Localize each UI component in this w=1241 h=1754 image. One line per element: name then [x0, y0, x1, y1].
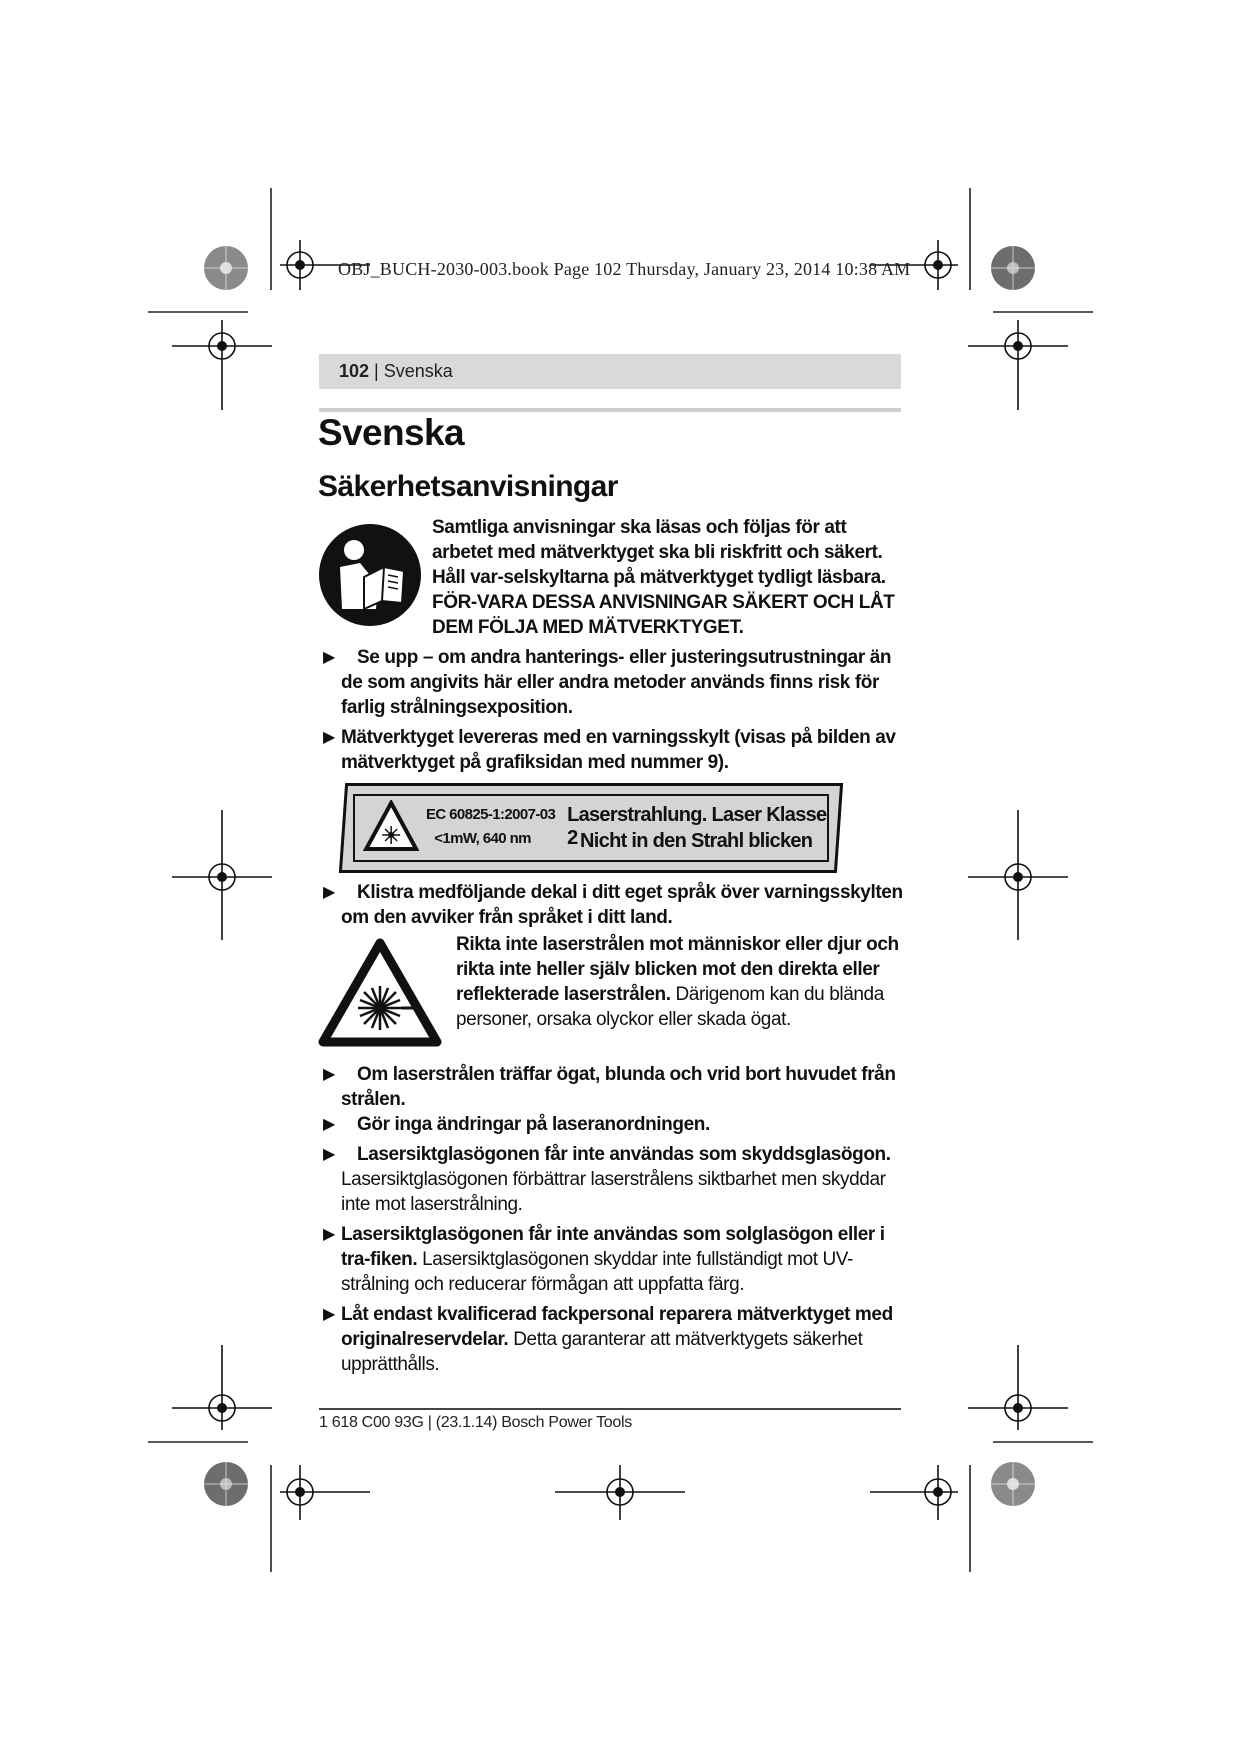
list-item: ▶ Klistra medföljande dekal i ditt eget språk över varningsskylten om den avviker från språket i ditt land. [323, 882, 903, 928]
header-section: Svenska [383, 361, 453, 381]
footer-rule [319, 1408, 901, 1410]
list-item: ▶ Lasersiktglasögonen får inte användas som solglasögon eller i tra-fiken. Lasersiktglasögonen skyddar inte fullständigt mot UV-strålning och reducerar förmågan att uppfatta färg. [323, 1224, 885, 1295]
bullet-arrow-icon: ▶ [323, 1116, 335, 1133]
book-slug-line: OBJ_BUCH-2030-003.book Page 102 Thursday, January 23, 2014 10:38 AM [338, 259, 911, 279]
label-standard: EC 60825-1:2007-03 [425, 806, 556, 823]
label-line1: Laserstrahlung. Laser Klasse 2 [567, 804, 827, 849]
section-title: Säkerhetsanvisningar [318, 470, 618, 503]
list-item: ▶ Låt endast kvalificerad fackpersonal reparera mätverktyget med originalreservdelar. Detta garanterar att mätverktygets säkerhet upprätthålls. [323, 1304, 893, 1375]
bullet-arrow-icon: ▶ [323, 1306, 335, 1323]
page-header [319, 354, 901, 389]
page-number: 102 [339, 361, 370, 381]
intro-paragraph: Samtliga anvisningar ska läsas och följas för att arbetet med mätverktyget ska bli riskfritt och säkert. Håll var-selskyltarna på mätverktyget tydligt läsbara. FÖR-VARA DESSA ANVISNINGAR SÄKERT OCH LÅT DEM FÖLJA MED MÄTVERKTYGET. [432, 517, 895, 638]
page-footer: 1 618 C00 93G | (23.1.14) Bosch Power Tools [319, 1414, 632, 1431]
read-manual-icon [318, 523, 422, 627]
laser-warning-icon [363, 800, 419, 852]
list-item: ▶ Mätverktyget levereras med en varningsskylt (visas på bilden av mätverktyget på grafiksidan med nummer 9). [323, 727, 896, 773]
bullet-arrow-icon: ▶ [323, 884, 335, 901]
label-line2: Nicht in den Strahl blicken [580, 830, 813, 852]
bullet-arrow-icon: ▶ [323, 1146, 335, 1163]
laser-hazard-icon [318, 938, 442, 1048]
bullet-arrow-icon: ▶ [323, 729, 335, 746]
page-title: Svenska [318, 412, 464, 453]
list-item: ▶ Se upp – om andra hanterings- eller justeringsutrustningar än de som angivits här eller andra metoder används finns risk för farlig strålningsexposition. [323, 647, 892, 718]
list-item: ▶ Lasersiktglasögonen får inte användas som skyddsglasögon. Lasersiktglasögonen förbättrar laserstrålens siktbarhet men skyddar inte mot laserstrålning. [323, 1144, 891, 1215]
bullet-arrow-icon: ▶ [323, 649, 335, 666]
list-item: ▶ Om laserstrålen träffar ögat, blunda och vrid bort huvudet från strålen. [323, 1064, 896, 1110]
bullet-arrow-icon: ▶ [323, 1226, 335, 1243]
label-spec: <1mW, 640 nm [434, 830, 531, 847]
laser-warning-label [339, 783, 843, 873]
bullet-arrow-icon: ▶ [323, 1066, 335, 1083]
header-separator: | [374, 361, 379, 381]
laser-warning-paragraph: Rikta inte laserstrålen mot människor eller djur och rikta inte heller själv blicken mot den direkta eller reflekterade laserstrålen. Därigenom kan du blända personer, orsaka olyckor eller skada ögat. [456, 934, 899, 1030]
list-item: ▶ Gör inga ändringar på laseranordningen. [323, 1114, 710, 1135]
